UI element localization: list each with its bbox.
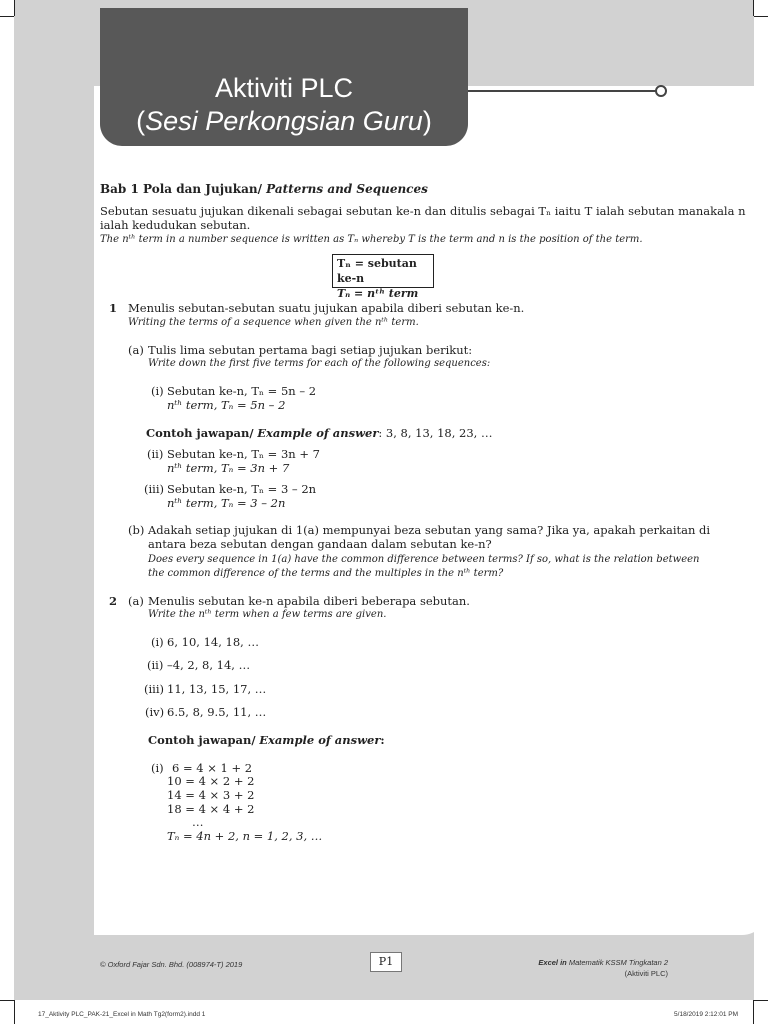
q2a-item-text: 6, 10, 14, 18, … [167, 635, 259, 649]
q2-result: Tₙ = 4n + 2, n = 1, 2, 3, … [167, 829, 323, 843]
q2-work-line: 10 = 4 × 2 + 2 [167, 774, 255, 788]
q2a-label: (a) [128, 594, 144, 608]
book-title: Excel in Matematik KSSM Tingkatan 2 [538, 958, 668, 967]
crop-mark [753, 0, 754, 16]
q1b-text-line-2: antara beza sebutan dengan gandaan dalam sebutan ke-n? [148, 537, 492, 551]
banner-subtitle: (Sesi Perkongsian Guru) [136, 106, 432, 136]
banner-rule [468, 90, 656, 92]
q2-work-line: 14 = 4 × 3 + 2 [167, 788, 255, 802]
formula-line-en: Tₙ = nᵗʰ term [337, 287, 419, 300]
copyright: © Oxford Fajar Sdn. Bhd. (008974-T) 2019 [100, 960, 243, 969]
crop-mark [754, 16, 768, 17]
q1a-english: Write down the first five terms for each of the following sequences: [148, 358, 491, 369]
title-banner [100, 8, 468, 146]
slug-timestamp: 5/18/2019 2:12:01 PM [674, 1011, 738, 1018]
q2a-english: Write the nᵗʰ term when a few terms are given. [148, 609, 387, 620]
q2-work-label: (i) [151, 761, 164, 775]
q2-work-ellipsis: … [192, 815, 204, 829]
q1b-english-line-1: Does every sequence in 1(a) have the common difference between terms? If so, what is the relation between [148, 554, 700, 565]
q1-english: Writing the terms of a sequence when given the nᵗʰ term. [128, 317, 419, 328]
book-subtitle: (Aktiviti PLC) [624, 969, 668, 978]
q2a-item-label: (ii) [147, 658, 164, 672]
q2a-item-label: (iv) [145, 705, 165, 719]
q1b-label: (b) [128, 523, 145, 537]
intro-english: The nᵗʰ term in a number sequence is written as Tₙ whereby T is the term and n is the position of the term. [100, 234, 643, 245]
q1a-text: Tulis lima sebutan pertama bagi setiap jujukan berikut: [148, 343, 473, 357]
q2a-item-label: (iii) [144, 682, 165, 696]
q1a-ii-text: Sebutan ke-n, Tₙ = 3n + 7 [167, 447, 320, 461]
q1a-label: (a) [128, 343, 144, 357]
q2a-item-text: 11, 13, 15, 17, … [167, 682, 267, 696]
intro-line-1: Sebutan sesuatu jujukan dikenali sebagai sebutan ke-n dan ditulis sebagai Tₙ iaitu T ialah sebutan manakala n [100, 204, 746, 218]
crop-mark [753, 1000, 754, 1024]
page-number: P1 [370, 952, 402, 972]
crop-mark [14, 0, 15, 16]
chapter-heading: Bab 1 Pola dan Jujukan/ Patterns and Sequences [100, 182, 428, 196]
crop-mark [754, 1000, 768, 1001]
q1a-i-text: Sebutan ke-n, Tₙ = 5n – 2 [167, 384, 317, 398]
q1-text: Menulis sebutan-sebutan suatu jujukan apabila diberi sebutan ke-n. [128, 301, 525, 315]
q1b-text-line-1: Adakah setiap jujukan di 1(a) mempunyai beza sebutan yang sama? Jika ya, apakah perkaitan di [148, 523, 711, 537]
question-number: 2 [109, 594, 118, 608]
banner-rule-end [655, 85, 667, 97]
formula-line-ms: Tₙ = sebutan ke-n [337, 257, 417, 285]
q2a-item-text: 6.5, 8, 9.5, 11, … [167, 705, 267, 719]
q1a-iii-english: nᵗʰ term, Tₙ = 3 – 2n [167, 496, 286, 510]
formula-box [332, 254, 434, 300]
question-number: 1 [109, 301, 118, 315]
q1a-iii-label: (iii) [144, 482, 165, 496]
slug-filename: 17_Aktivity PLC_PAK-21_Excel in Math Tg2(form2).indd 1 [38, 1011, 206, 1018]
crop-mark [0, 1000, 14, 1001]
crop-mark [0, 16, 14, 17]
banner-title: Aktiviti PLC [214, 73, 354, 103]
q1b-english-line-2: the common difference of the terms and the multiples in the nᵗʰ term? [148, 568, 504, 579]
crop-mark [14, 1000, 15, 1024]
q1a-i-label: (i) [151, 384, 164, 398]
q1-example-answer: Contoh jawapan/ Example of answer: 3, 8, 13, 18, 23, … [146, 426, 493, 440]
q1a-ii-label: (ii) [147, 447, 164, 461]
q1a-ii-english: nᵗʰ term, Tₙ = 3n + 7 [167, 461, 290, 475]
q2a-item-label: (i) [151, 635, 164, 649]
q2a-text: Menulis sebutan ke-n apabila diberi beberapa sebutan. [148, 594, 470, 608]
q2-work-line: 18 = 4 × 4 + 2 [167, 802, 255, 816]
q2-work-line: 6 = 4 × 1 + 2 [172, 761, 253, 775]
q2-example-answer: Contoh jawapan/ Example of answer: [148, 733, 385, 747]
intro-line-2: ialah kedudukan sebutan. [100, 218, 251, 232]
q1a-iii-text: Sebutan ke-n, Tₙ = 3 – 2n [167, 482, 317, 496]
q2a-item-text: –4, 2, 8, 14, … [167, 658, 251, 672]
q1a-i-english: nᵗʰ term, Tₙ = 5n – 2 [167, 398, 286, 412]
